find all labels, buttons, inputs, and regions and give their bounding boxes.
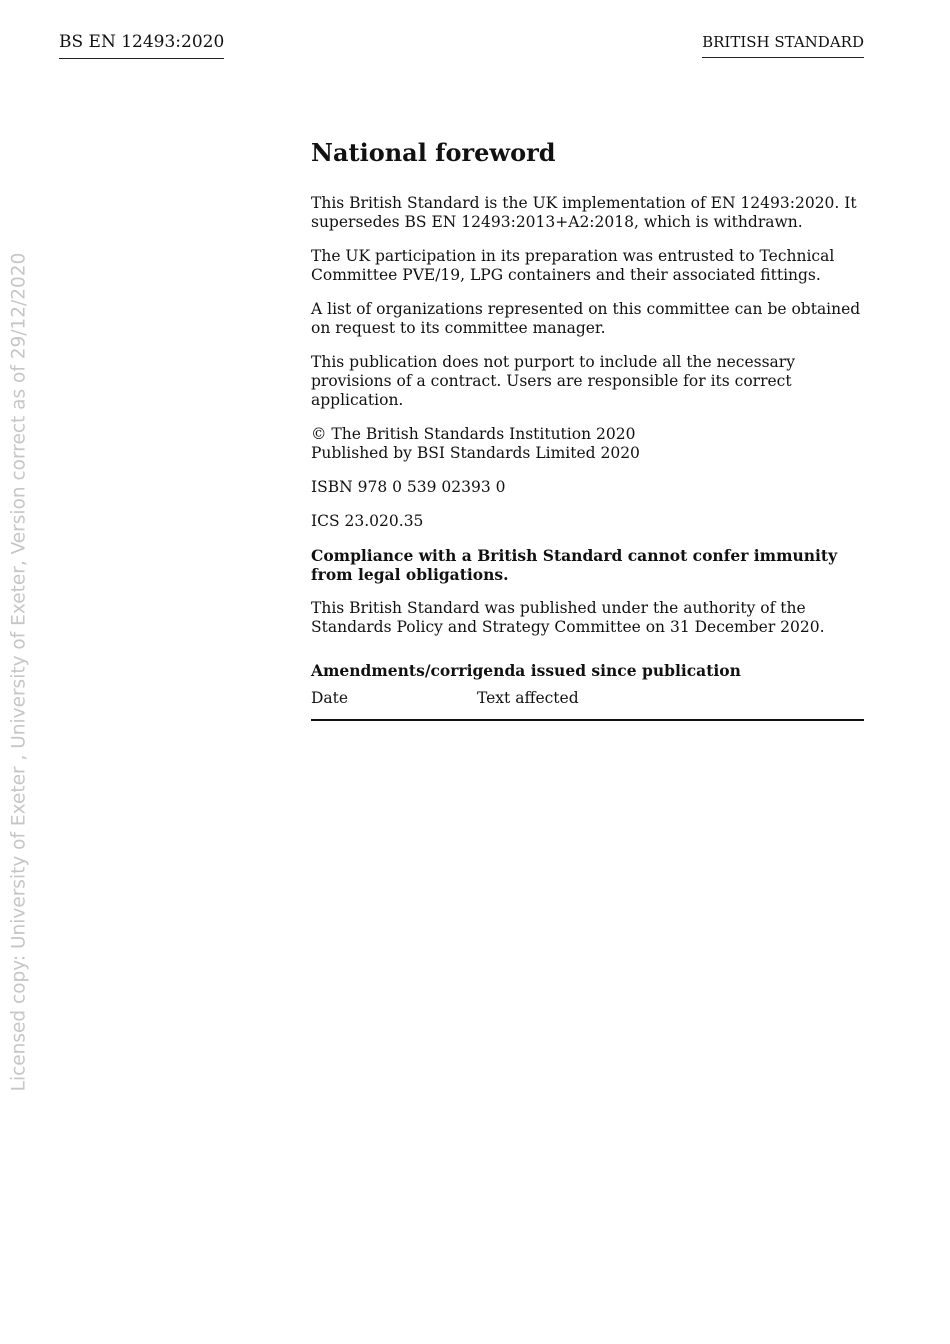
organizations-paragraph: A list of organizations represented on this committee can be obtained on request to its committee manager. (311, 300, 861, 337)
copyright-line: © The British Standards Institution 2020 (311, 425, 636, 443)
ics-code: ICS 23.020.35 (311, 512, 424, 530)
document-type: BRITISH STANDARD (702, 31, 864, 58)
amendments-title: Amendments/corrigenda issued since publication (311, 661, 741, 680)
amendments-table (311, 689, 864, 721)
compliance-note: Compliance with a British Standard cannot confer immunity from legal obligations. (311, 546, 838, 584)
license-watermark: Licensed copy: University of Exeter , University of Exeter, Version correct as of 29/12/2020 (8, 252, 30, 1092)
implementation-paragraph: This British Standard is the UK implementation of EN 12493:2020. It supersedes BS EN 12493:2013+A2:2018, which is withdrawn. (311, 194, 857, 231)
authority-note: This British Standard was published under the authority of the Standards Policy and Strategy Committee on 31 December 2020. (311, 599, 825, 636)
isbn: ISBN 978 0 539 02393 0 (311, 478, 506, 496)
provisions-paragraph: This publication does not purport to include all the necessary provisions of a contract. Users are responsible for its correct application. (311, 353, 795, 409)
amendments-date-header: Date (311, 689, 349, 707)
copyright-block (311, 425, 864, 463)
committee-paragraph: The UK participation in its preparation was entrusted to Technical Committee PVE/19, LPG containers and their associated fittings. (311, 247, 835, 284)
page-title: National foreword (311, 138, 556, 167)
amendments-text-header: Text affected (477, 689, 579, 707)
foreword-section (311, 138, 864, 721)
publisher-line: Published by BSI Standards Limited 2020 (311, 444, 640, 462)
document-id: BS EN 12493:2020 (59, 30, 224, 59)
